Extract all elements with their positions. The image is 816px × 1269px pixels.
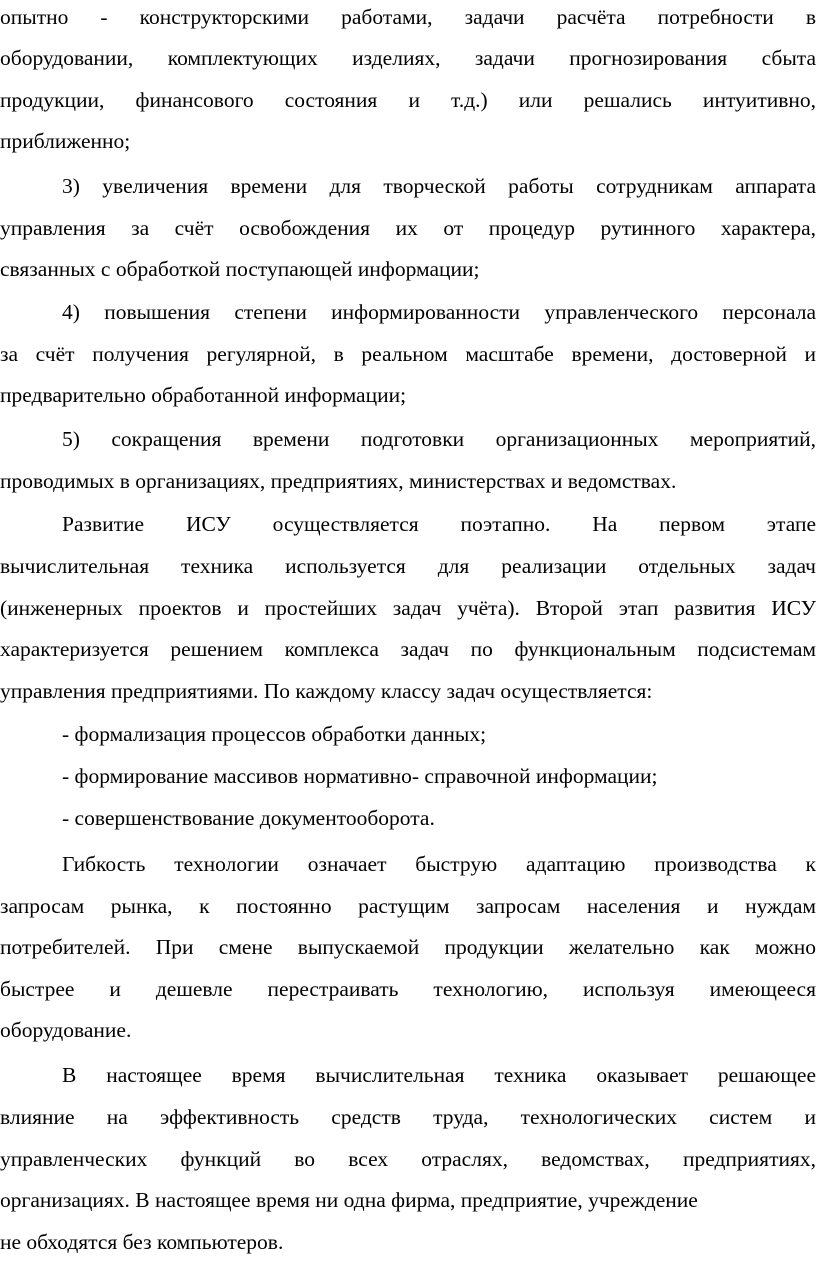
text-line: организациях. В настоящее время ни одна фирма, предприятие, учреждение [0, 1188, 698, 1212]
text-line: 3) увеличения времени для творческой работы сотрудникам аппарата [62, 174, 816, 198]
text-line: управления предприятиями. По каждому классу задач осуществляется: [0, 679, 653, 703]
text-line: управленческих функций во всех отраслях, ведомствах, предприятиях, [0, 1147, 816, 1171]
text-line: потребителей. При смене выпускаемой продукции желательно как можно [0, 935, 816, 959]
text-line: характеризуется решением комплекса задач по функциональным подсистемам [0, 637, 816, 661]
text-line: (инженерных проектов и простейших задач учёта). Второй этап развития ИСУ [0, 596, 816, 620]
list-item: - формирование массивов нормативно- справочной информации; [62, 764, 658, 788]
text-line: оборудовании, комплектующих изделиях, задачи прогнозирования сбыта [0, 46, 816, 70]
text-line: вычислительная техника используется для реализации отдельных задач [0, 554, 816, 578]
list-item: - совершенствование документооборота. [62, 806, 435, 830]
text-line: управления за счёт освобождения их от процедур рутинного характера, [0, 216, 816, 240]
text-line: быстрее и дешевле перестраивать технологию, используя имеющееся [0, 977, 816, 1001]
text-line: продукции, финансового состояния и т.д.) или решались интуитивно, [0, 88, 816, 112]
text-line: предварительно обработанной информации; [0, 383, 407, 407]
text-line: 4) повышения степени информированности управленческого персонала [62, 300, 816, 324]
text-line: В настоящее время вычислительная техника оказывает решающее [62, 1063, 816, 1087]
text-line: опытно - конструкторскими работами, задачи расчёта потребности в [0, 5, 816, 29]
text-line: Гибкость технологии означает быструю адаптацию производства к [62, 852, 816, 876]
text-line: приближенно; [0, 129, 131, 153]
text-line: оборудование. [0, 1018, 132, 1042]
text-line: связанных с обработкой поступающей информации; [0, 257, 480, 281]
text-line: Развитие ИСУ осуществляется поэтапно. На первом этапе [62, 512, 816, 536]
text-line: 5) сокращения времени подготовки организационных мероприятий, [62, 427, 816, 451]
text-line: влияние на эффективность средств труда, технологических систем и [0, 1105, 816, 1129]
text-line: за счёт получения регулярной, в реальном масштабе времени, достоверной и [0, 342, 816, 366]
text-line: проводимых в организациях, предприятиях, министерствах и ведомствах. [0, 469, 677, 493]
list-item: - формализация процессов обработки данных; [62, 722, 487, 746]
text-line: запросам рынка, к постоянно растущим запросам населения и нуждам [0, 894, 816, 918]
text-line: не обходятся без компьютеров. [0, 1230, 284, 1254]
